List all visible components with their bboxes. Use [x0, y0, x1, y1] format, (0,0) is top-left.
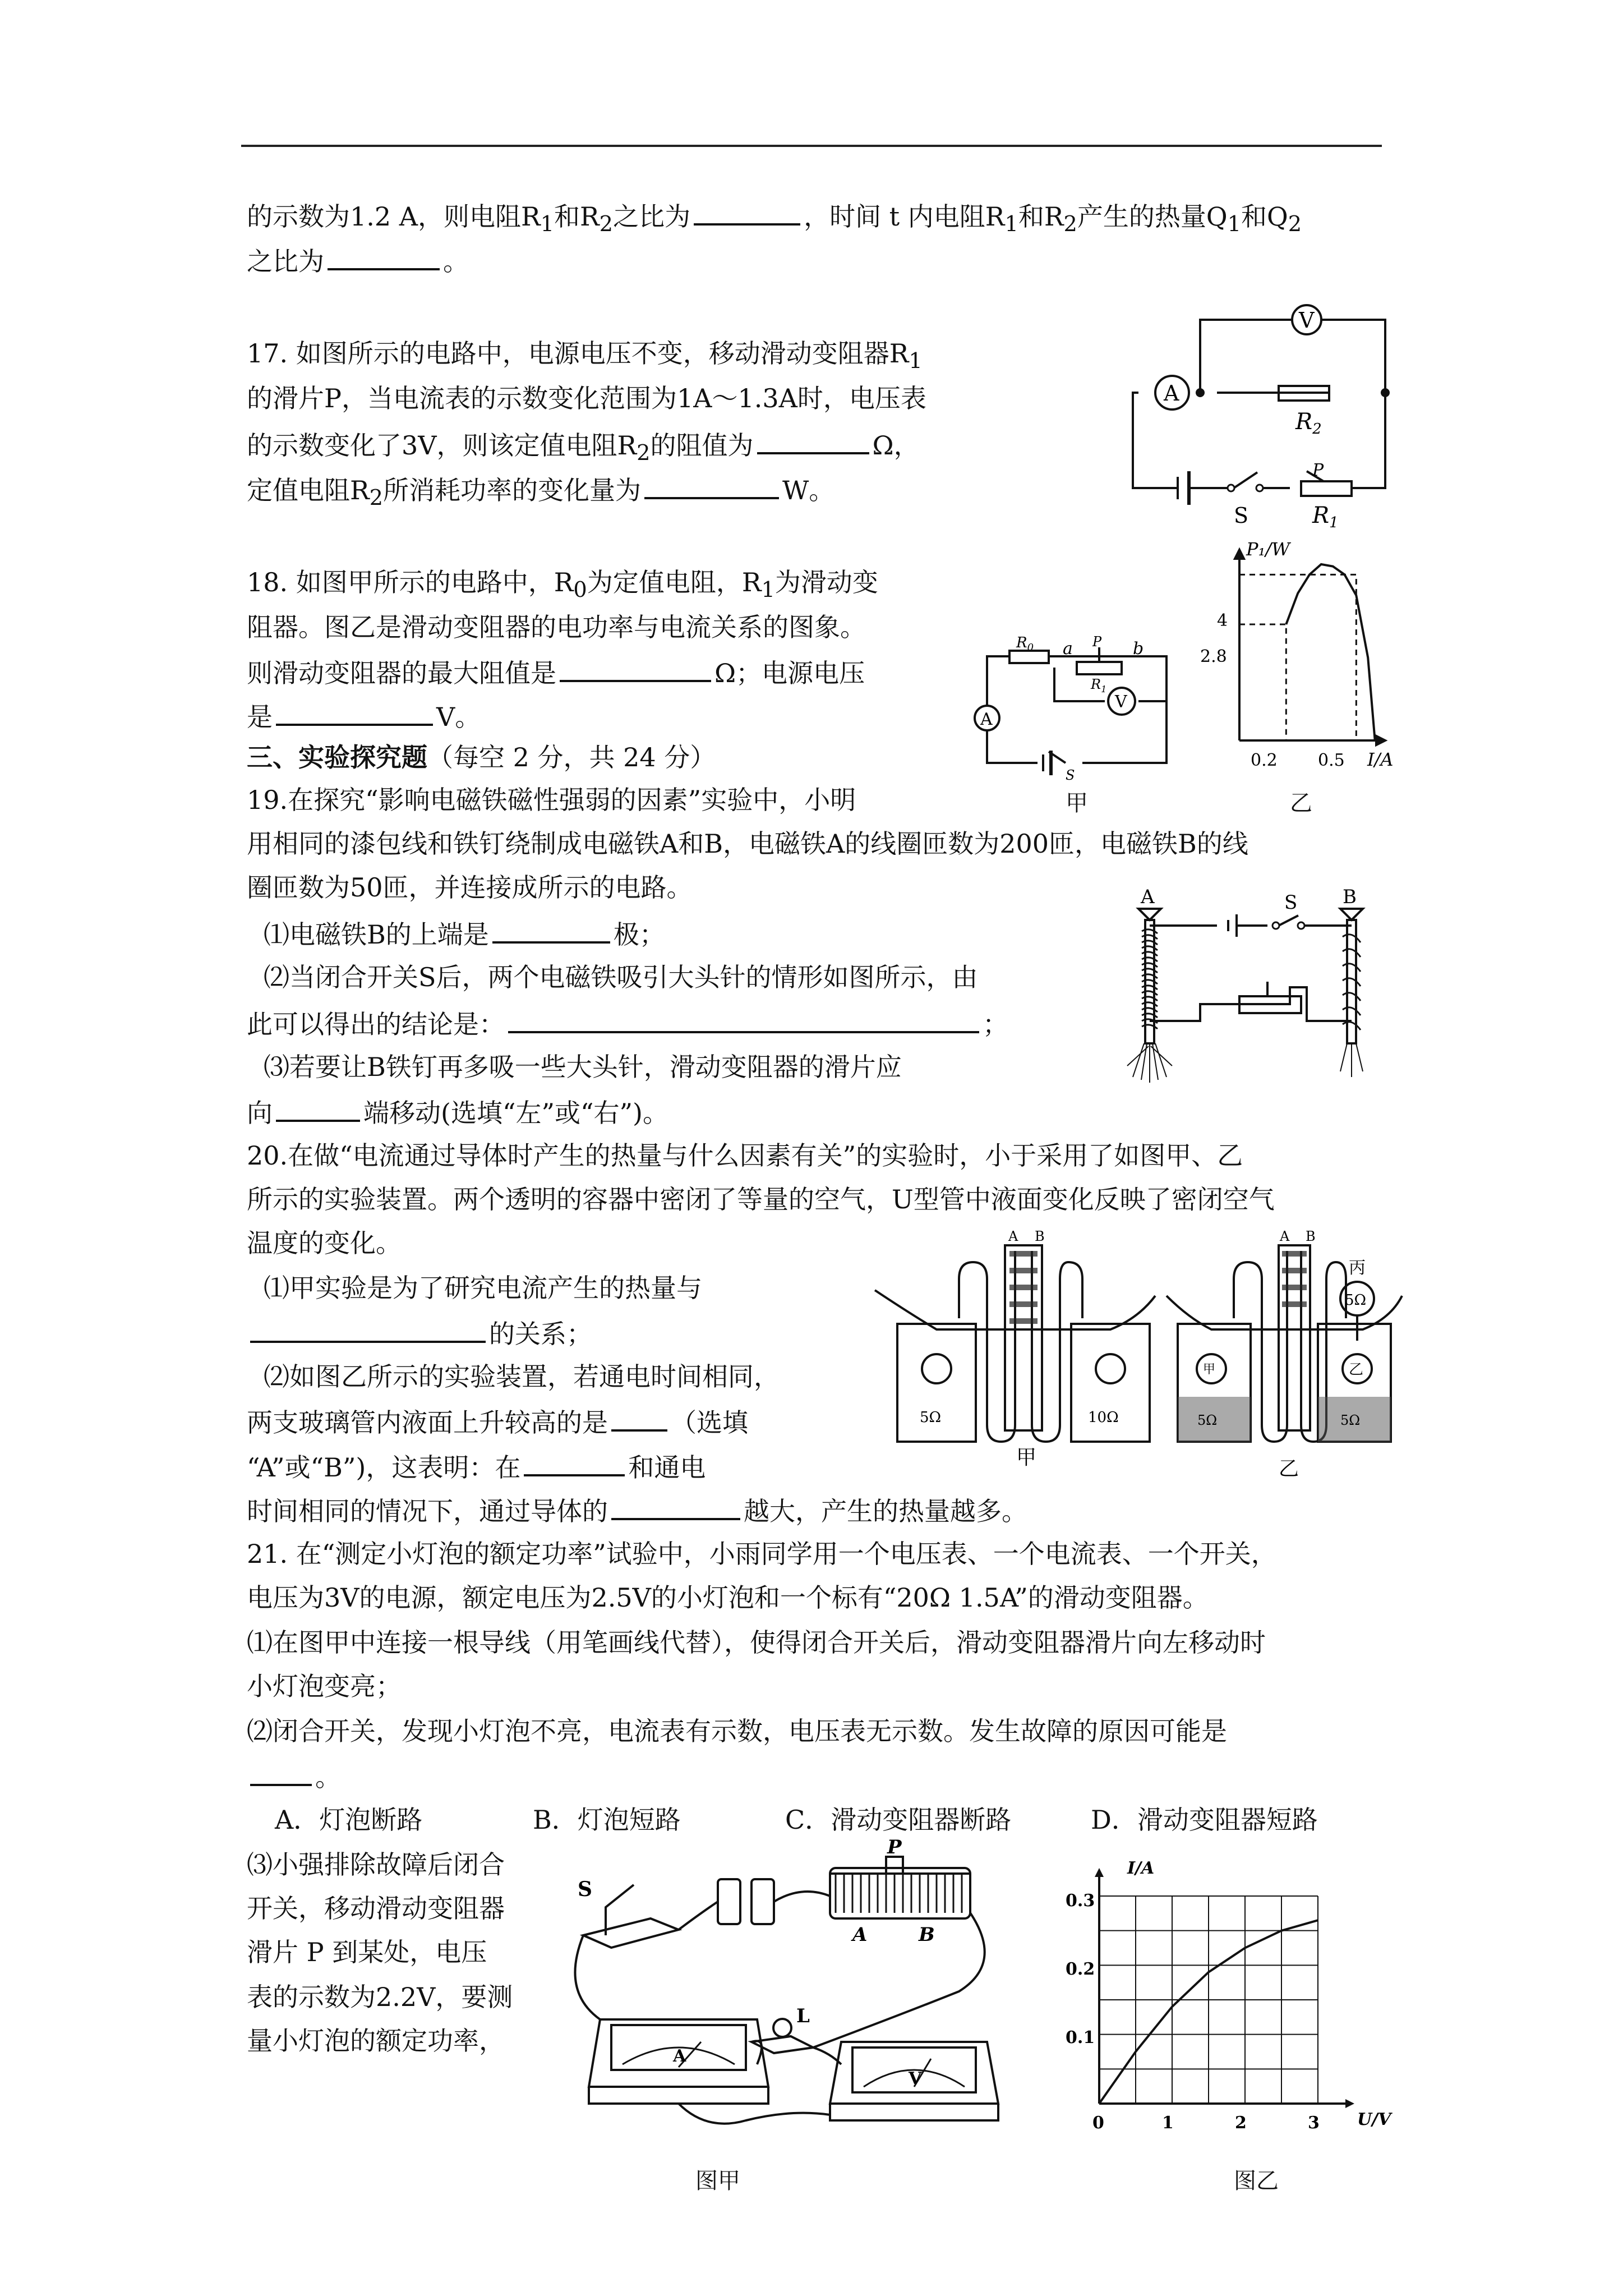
- q19-line6: 此可以得出的结论是： ；: [247, 1005, 1008, 1041]
- q20-line4: ⑴甲实验是为了研究电流产生的热量与: [264, 1273, 702, 1303]
- q18-line1: 18. 如图甲所示的电路中，$R_0$为定值电阻，$R_1$为滑动变: [247, 567, 878, 603]
- x-tick-label: 3: [1308, 2113, 1320, 2133]
- switch-label: S: [578, 1878, 592, 1901]
- q21-line6: 。: [247, 1758, 341, 1794]
- container-yi-label: 乙: [1349, 1361, 1364, 1378]
- q21-line3: ⑴在图甲中连接一根导线（用笔画线代替），使得闭合开关后，滑动变阻器滑片向左移动时: [247, 1627, 1266, 1658]
- r1-label: $R_1$: [1091, 677, 1107, 694]
- y-tick-label: 2.8: [1200, 647, 1227, 666]
- guide-dashed-line: [1239, 624, 1286, 740]
- x-tick-label: 1: [1162, 2113, 1174, 2133]
- q20-line9: 时间相同的情况下，通过导体的 越大，产生的热量越多。: [247, 1492, 1027, 1528]
- r1-label: $R_1$: [1312, 503, 1339, 531]
- q17-line2: 的滑片P，当电流表的示数变化范围为1A～1.3A时，电压表: [247, 383, 926, 413]
- q20-line7: 两支玻璃管内液面上升较高的是 （选填: [247, 1404, 748, 1439]
- answer-blank[interactable]: [611, 1492, 740, 1520]
- y-axis-label: P₁/W: [1246, 539, 1290, 560]
- y-tick-label: 0.2: [1066, 1959, 1095, 1979]
- q18-fig-yi-caption: 乙: [1290, 790, 1312, 816]
- coil-turn: [1343, 964, 1361, 972]
- q21-option-b[interactable]: B．灯泡短路: [533, 1805, 681, 1835]
- slider-p-label: P: [1092, 634, 1102, 650]
- q21-line4: 小灯泡变亮；: [247, 1671, 402, 1701]
- y-tick-label: 4: [1217, 611, 1228, 631]
- tube-b-label: B: [1035, 1228, 1045, 1244]
- q21-option-a[interactable]: A．灯泡断路: [275, 1805, 423, 1835]
- q18-fig-jia-caption: 甲: [1066, 790, 1088, 816]
- q20-line2: 所示的实验装置。两个透明的容器中密闭了等量的空气，U型管中液面变化反映了密闭空气: [247, 1184, 1275, 1214]
- r0-label: $R_0$: [1016, 634, 1034, 654]
- q19-line3: 圈匝数为50匝，并连接成所示的电路。: [247, 872, 693, 903]
- q21-side-line1: ⑶小强排除故障后闭合: [247, 1849, 505, 1880]
- q17-circuit-figure: [1127, 303, 1396, 539]
- tube-b-label: B: [1306, 1228, 1316, 1244]
- answer-blank[interactable]: [560, 654, 711, 682]
- end-a-label: a: [1063, 639, 1073, 659]
- ammeter-label: A: [980, 710, 993, 729]
- coil-turn: [1343, 1007, 1361, 1015]
- switch-label: S: [1066, 767, 1075, 783]
- resistor-5-label: 5Ω: [1340, 1412, 1361, 1428]
- magnet-a-label: A: [1141, 886, 1155, 908]
- x-tick-label: 2: [1235, 2113, 1247, 2133]
- q18-line3: 则滑动变阻器的最大阻值是 Ω；电源电压: [247, 654, 865, 690]
- q19-line7: ⑶若要让B铁钉再多吸一些大头针，滑动变阻器的滑片应: [264, 1052, 902, 1082]
- end-b-label: b: [1133, 639, 1144, 659]
- answer-blank[interactable]: [524, 1448, 625, 1476]
- answer-blank[interactable]: [694, 197, 800, 226]
- voltmeter-dial-label: V: [909, 2069, 922, 2088]
- q19-line4: ⑴电磁铁B的上端是 极；: [264, 915, 665, 951]
- fig-yi-caption: 乙: [1279, 1457, 1299, 1480]
- series-line: [1286, 564, 1375, 740]
- answer-blank[interactable]: [492, 915, 610, 944]
- q16-line1: 的示数为1.2 A，则电阻$R_1$和$R_2$之比为 ，时间 t 内电阻$R_1$和$R_2$产生的热量$Q_1$和$Q_2$: [247, 197, 1302, 241]
- q20-line1: 20.在做“电流通过导体时产生的热量与什么因素有关”的实验时，小于采用了如图甲、乙: [247, 1140, 1243, 1171]
- q18-line2: 阻器。图乙是滑动变阻器的电功率与电流关系的图象。: [247, 612, 866, 642]
- y-tick-label: 0.1: [1066, 2028, 1095, 2047]
- ammeter-dial-label: A: [673, 2046, 686, 2066]
- coil-turn: [1343, 1022, 1361, 1030]
- q19-line1: 19.在探究“影响电磁铁磁性强弱的因素”实验中，小明: [247, 785, 856, 815]
- q16-line2: 之比为 。: [247, 242, 469, 278]
- q21-line5: ⑵闭合开关，发现小灯泡不亮，电流表有示数，电压表无示数。发生故障的原因可能是: [247, 1716, 1227, 1746]
- resistor-5-label: 5Ω: [920, 1409, 942, 1426]
- tube-a-label: A: [1008, 1228, 1018, 1244]
- coil-turn: [1343, 949, 1361, 957]
- answer-blank[interactable]: [250, 1758, 312, 1786]
- coil-turn: [1343, 978, 1361, 986]
- r2-label: $R_2$: [1295, 409, 1322, 438]
- tube-a-label: A: [1280, 1228, 1290, 1244]
- q20-line3: 温度的变化。: [247, 1228, 402, 1258]
- q20-line6: ⑵如图乙所示的实验装置，若通电时间相同，: [264, 1361, 780, 1392]
- q20-line8: “A”或“B”)，这表明：在 和通电: [247, 1448, 706, 1484]
- lamp-label: L: [796, 2005, 810, 2027]
- answer-blank[interactable]: [757, 426, 869, 454]
- answer-blank[interactable]: [508, 1005, 979, 1033]
- coil-turn: [1343, 935, 1361, 942]
- header-rule: [241, 145, 1382, 147]
- voltmeter-label: V: [1299, 308, 1315, 333]
- q17-line4: 定值电阻$R_2$所消耗功率的变化量为 W。: [247, 471, 834, 515]
- q21-option-c[interactable]: C．滑动变阻器断路: [785, 1805, 1012, 1835]
- q20-line5: 的关系；: [247, 1315, 592, 1351]
- answer-blank[interactable]: [250, 1315, 486, 1343]
- slider-p-label: P: [887, 1836, 902, 1858]
- q18-line4: 是 V。: [247, 698, 481, 734]
- x-tick-label: 0.5: [1318, 751, 1345, 770]
- q21-apparatus-figure: [566, 1836, 1015, 2143]
- answer-blank[interactable]: [611, 1404, 667, 1432]
- x-axis-label: U/V: [1357, 2110, 1391, 2129]
- q19-line2: 用相同的漆包线和铁钉绕制成电磁铁A和B，电磁铁A的线圈匝数为200匝，电磁铁B的线: [247, 829, 1248, 859]
- resistor-5-label: 5Ω: [1197, 1412, 1218, 1428]
- q18-circuit-jia: [965, 634, 1189, 785]
- q21-side-line5: 量小灯泡的额定功率，: [247, 2026, 505, 2056]
- q17-line1: 17. 如图所示的电路中，电源电压不变，移动滑动变阻器$R_1$: [247, 338, 923, 374]
- q19-line5: ⑵当闭合开关S后，两个电磁铁吸引大头针的情形如图所示，由: [264, 962, 978, 992]
- fig-jia-caption: 甲: [1016, 1446, 1037, 1469]
- q18-power-chart: [1200, 539, 1402, 785]
- q21-side-line4: 表的示数为2.2V，要测: [247, 1982, 513, 2012]
- q17-line3: 的示数变化了3V，则该定值电阻$R_2$的阻值为 Ω，: [247, 426, 920, 470]
- magnet-b-label: B: [1343, 886, 1357, 908]
- switch-label: S: [1234, 503, 1249, 528]
- q20-apparatus-figure: [875, 1228, 1402, 1487]
- voltmeter-label: V: [1115, 692, 1127, 712]
- q21-fig-yi-caption: 图乙: [1234, 2168, 1279, 2194]
- answer-blank[interactable]: [644, 471, 779, 499]
- x-axis-arrow: [1345, 2099, 1354, 2108]
- y-axis-label: I/A: [1127, 1858, 1155, 1878]
- switch-label: S: [1284, 891, 1298, 914]
- answer-blank[interactable]: [328, 242, 440, 270]
- x-tick-label: 0.2: [1251, 751, 1278, 770]
- q21-side-line3: 滑片 P 到某处，电压: [247, 1937, 487, 1967]
- ammeter-label: A: [1164, 381, 1179, 406]
- answer-blank[interactable]: [276, 1094, 360, 1122]
- guide-dashed-line: [1239, 574, 1356, 740]
- coil-turn: [1343, 993, 1361, 1001]
- y-tick-label: 0.3: [1066, 1891, 1095, 1911]
- q21-option-d[interactable]: D．滑动变阻器短路: [1091, 1805, 1318, 1835]
- q21-iu-chart: [1054, 1851, 1391, 2143]
- x-tick-label: 0: [1092, 2113, 1104, 2133]
- q19-line8: 向 端移动(选填“左”或“右”)。: [247, 1094, 668, 1130]
- resistor-bing-label: 丙: [1349, 1258, 1366, 1278]
- container-jia-label: 甲: [1203, 1363, 1216, 1377]
- y-axis-arrow: [1095, 1868, 1104, 1877]
- x-axis-label: I/A: [1367, 749, 1394, 770]
- q21-line1: 21. 在“测定小灯泡的额定功率”试验中，小雨同学用一个电压表、一个电流表、一个开关，: [247, 1539, 1277, 1569]
- terminal-a-label: A: [852, 1924, 868, 1946]
- q21-line2: 电压为3V的电源，额定电压为2.5V的小灯泡和一个标有“20Ω 1.5A”的滑动变阻器。: [247, 1582, 1209, 1613]
- resistor-10-label: 10Ω: [1088, 1409, 1119, 1426]
- answer-blank[interactable]: [276, 698, 433, 726]
- terminal-b-label: B: [919, 1924, 935, 1946]
- q21-fig-jia-caption: 图甲: [695, 2168, 740, 2194]
- q19-electromagnet-figure: [1116, 886, 1380, 1088]
- section3-heading: 三、实验探究题（每空 2 分，共 24 分）: [247, 742, 716, 772]
- resistor-5-label: 5Ω: [1345, 1292, 1367, 1309]
- q21-side-line2: 开关，移动滑动变阻器: [247, 1893, 505, 1924]
- slider-p-label: P: [1312, 461, 1324, 480]
